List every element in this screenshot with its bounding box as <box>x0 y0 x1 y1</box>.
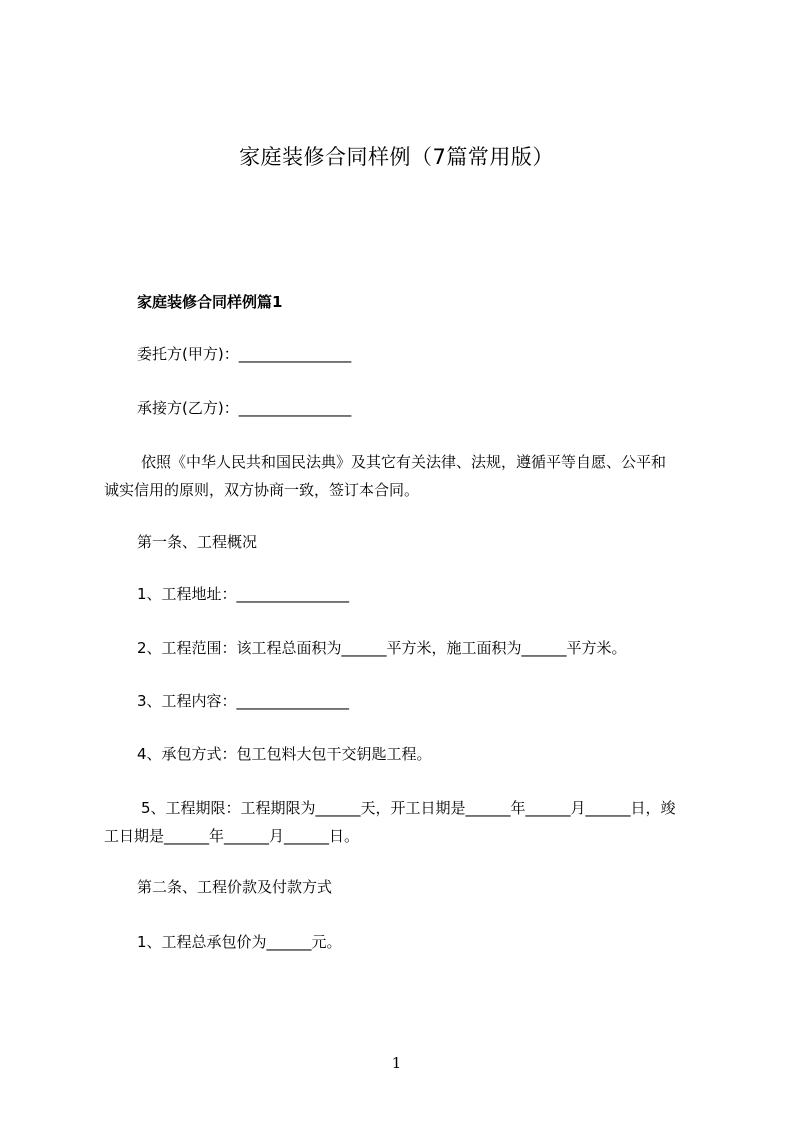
clause-1-3: 3、工程内容：_______________ <box>137 692 350 710</box>
section-heading: 家庭装修合同样例篇1 <box>137 293 283 311</box>
clause-1-5-line-1: 5、工程期限：工程期限为______天，开工日期是______年______月______日，竣 <box>141 799 676 817</box>
preamble-line-2: 诚实信用的原则，双方协商一致，签订本合同。 <box>104 481 420 499</box>
party-b-line: 承接方(乙方)：_______________ <box>137 399 352 417</box>
clause-1-4: 4、承包方式：包工包料大包干交钥匙工程。 <box>137 745 432 763</box>
party-a-line: 委托方(甲方)：_______________ <box>137 345 352 363</box>
clause-1-5-line-2: 工日期是______年______月______日。 <box>104 827 360 845</box>
clause-2-1: 1、工程总承包价为______元。 <box>137 933 342 951</box>
article-2-heading: 第二条、工程价款及付款方式 <box>137 878 333 896</box>
article-1-heading: 第一条、工程概况 <box>137 533 258 551</box>
document-title: 家庭装修合同样例（7篇常用版） <box>239 145 554 169</box>
page-number: 1 <box>391 1054 402 1072</box>
clause-1-2: 2、工程范围：该工程总面积为______平方米，施工面积为______平方米。 <box>137 639 627 657</box>
preamble-line-1: 依照《中华人民共和国民法典》及其它有关法律、法规，遵循平等自愿、公平和 <box>141 453 667 471</box>
clause-1-1: 1、工程地址：_______________ <box>137 585 350 603</box>
